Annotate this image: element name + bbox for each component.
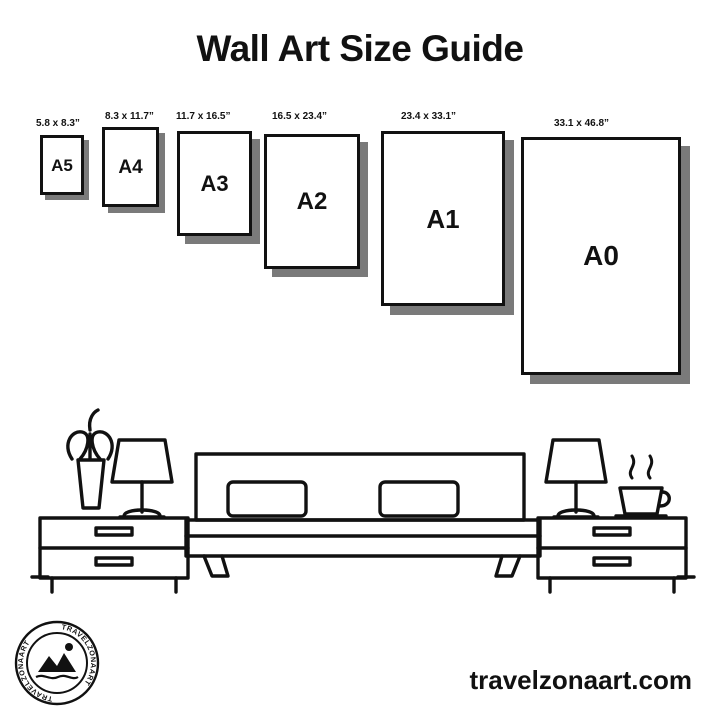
frame-dimension-label-a3: 11.7 x 16.5”: [176, 111, 231, 122]
frame-box-a0[interactable]: [521, 137, 681, 375]
frame-dimension-label-a5: 5.8 x 8.3”: [36, 118, 80, 129]
mountain-icon: [36, 643, 78, 678]
brand-logo[interactable]: [14, 620, 100, 706]
nightstand-right: [538, 518, 686, 592]
table-lamp-right: [546, 440, 606, 517]
bedroom-scene: [0, 370, 720, 610]
frame-name-a2: A2: [296, 187, 328, 215]
frame-box-a4[interactable]: [102, 127, 159, 207]
logo-text-bottom: TRAVELZONAART: [15, 638, 54, 704]
vase-with-plant: [68, 410, 112, 508]
table-lamp-left: [112, 440, 172, 517]
frame-name-a0: A0: [583, 240, 619, 271]
frame-name-a3: A3: [200, 170, 229, 196]
frame-dimension-label-a0: 33.1 x 46.8”: [554, 118, 610, 129]
page-title: Wall Art Size Guide: [196, 28, 524, 69]
coffee-cup: [616, 456, 669, 516]
frame-name-a1: A1: [426, 203, 460, 234]
nightstand-left: [40, 518, 188, 592]
logo-text-top: TRAVELZONAART: [60, 622, 99, 688]
frame-box-a3[interactable]: [177, 131, 252, 236]
frame-dimension-label-a2: 16.5 x 23.4”: [272, 111, 328, 122]
frame-dimension-label-a1: 23.4 x 33.1”: [401, 111, 457, 122]
frame-box-a1[interactable]: [381, 131, 505, 306]
frame-name-a4: A4: [118, 156, 143, 178]
frame-dimension-label-a4: 8.3 x 11.7”: [105, 111, 154, 122]
bed: [186, 454, 540, 576]
frame-box-a5[interactable]: [40, 135, 84, 195]
frame-box-a2[interactable]: [264, 134, 360, 269]
frame-name-a5: A5: [51, 155, 73, 175]
website-url[interactable]: travelzonaart.com: [469, 665, 692, 695]
